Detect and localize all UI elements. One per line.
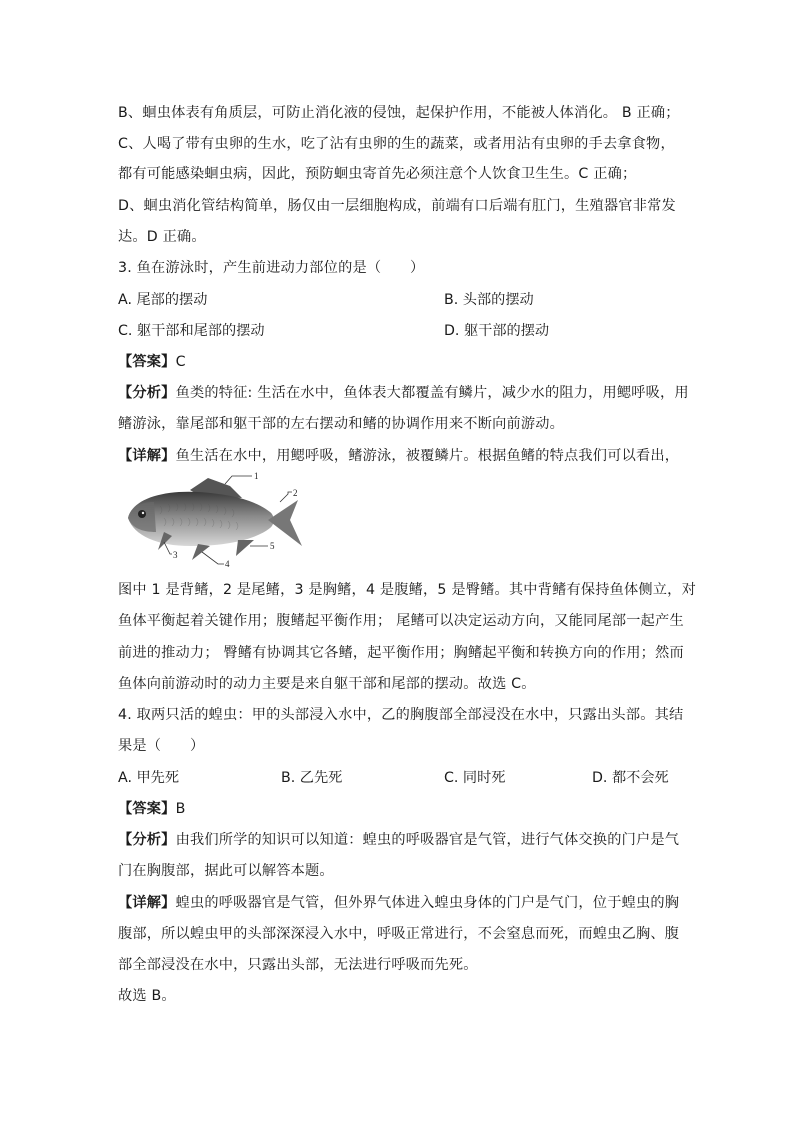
- q3-option-c: C. 躯干部和尾部的摆动: [118, 323, 265, 339]
- q3-detail-cont-3: 前进的推动力； 臀鳍有协调其它各鳍，起平衡作用；胸鳍起平衡和转换方向的作用；然而: [118, 645, 684, 661]
- fish-eye: [138, 510, 146, 518]
- q3-option-a: A. 尾部的摆动: [118, 292, 208, 308]
- q3-answer: [118, 352, 186, 372]
- q3-option-d: D. 躯干部的摆动: [444, 323, 550, 339]
- detail-text: 鱼生活在水中，用鳃呼吸，鳍游泳，被覆鳞片。根据鱼鳍的特点我们可以看出，: [175, 448, 680, 464]
- answer-tag: 【答案】: [118, 354, 176, 370]
- fig-label-4: 4: [225, 559, 230, 568]
- q3-detail-cont-4: 鱼体向前游动时的动力主要是来自躯干部和尾部的摆动。故选 C。: [118, 676, 536, 692]
- explanation-line-d: D、蛔虫消化管结构简单，肠仅由一层细胞构成，前端有口后端有肛门，生殖器官非常发: [118, 198, 676, 214]
- explanation-line-d-cont: 达。D 正确。: [118, 229, 206, 245]
- q4-option-b: B. 乙先死: [281, 770, 343, 786]
- answer-value: C: [175, 354, 186, 370]
- q3-detail-cont-1: 图中 1 是背鳍，2 是尾鳍，3 是胸鳍，4 是腹鳍，5 是臀鳍。其中背鳍有保持鱼体侧立，对: [118, 582, 696, 598]
- fish-fin-diagram: [120, 470, 315, 568]
- q4-stem: 4. 取两只活的蝗虫：甲的头部浸入水中，乙的胸腹部全部浸没在水中，只露出头部。其结: [118, 707, 684, 723]
- analysis-tag: 【分析】: [118, 385, 176, 401]
- detail-tag: 【详解】: [118, 448, 176, 464]
- q4-option-d: D. 都不会死: [592, 770, 669, 786]
- q3-analysis-cont: 鳍游泳，靠尾部和躯干部的左右摆动和鳍的协调作用来不断向前游动。: [118, 416, 565, 432]
- answer-value: B: [175, 801, 186, 817]
- analysis-text: 鱼类的特征: 生活在水中，鱼体表大都覆盖有鳞片，减少水的阻力，用鳃呼吸，用: [175, 385, 689, 401]
- answer-tag: 【答案】: [118, 801, 176, 817]
- explanation-line-c: C、人喝了带有虫卵的生水，吃了沾有虫卵的生的蔬菜，或者用沾有虫卵的手去拿食物，: [118, 136, 675, 152]
- q3-analysis: [118, 383, 689, 403]
- q3-detail-cont-2: 鱼体平衡起着关键作用；腹鳍起平衡作用； 尾鳍可以决定运动方向，又能同尾部一起产生: [118, 613, 684, 629]
- pelvic-fin: [192, 544, 210, 560]
- q4-detail-cont-2: 部全部浸没在水中，只露出头部，无法进行呼吸而先死。: [118, 957, 478, 973]
- anal-fin: [236, 540, 254, 556]
- detail-text: 蝗虫的呼吸器官是气管，但外界气体进入蝗虫身体的门户是气门，位于蝗虫的胸: [175, 895, 680, 911]
- q4-analysis: [118, 830, 679, 850]
- explanation-line-b: B、蛔虫体表有角质层，可防止消化液的侵蚀，起保护作用，不能被人体消化。 B 正确；: [118, 105, 680, 121]
- explanation-line-c-cont: 都有可能感染蛔虫病，因此，预防蛔虫寄首先必须注意个人饮食卫生生。C 正确；: [118, 166, 637, 182]
- q4-detail-cont-1: 腹部，所以蝗虫甲的头部深深浸入水中，呼吸正常进行，不会窒息而死，而蝗虫乙胸、腹: [118, 926, 680, 942]
- fig-label-1: 1: [254, 471, 259, 481]
- q4-detail: [118, 893, 679, 913]
- q3-detail: [118, 446, 679, 466]
- q3-stem: 3. 鱼在游泳时，产生前进动力部位的是（ ）: [118, 260, 425, 276]
- q4-answer: [118, 799, 186, 819]
- q4-option-c: C. 同时死: [444, 770, 506, 786]
- fig-label-3: 3: [173, 550, 178, 560]
- q4-option-a: A. 甲先死: [118, 770, 180, 786]
- fig-label-2: 2: [293, 488, 298, 498]
- fig-label-5: 5: [270, 541, 275, 551]
- q4-conclusion: 故选 B。: [118, 988, 176, 1004]
- q3-option-b: B. 头部的摆动: [444, 292, 534, 308]
- q4-stem-cont: 果是（ ）: [118, 738, 205, 754]
- detail-tag: 【详解】: [118, 895, 176, 911]
- caudal-fin: [268, 500, 302, 546]
- analysis-text: 由我们所学的知识可以知道：蝗虫的呼吸器官是气管，进行气体交换的门户是气: [175, 832, 680, 848]
- analysis-tag: 【分析】: [118, 832, 176, 848]
- q4-analysis-cont: 门在胸腹部，据此可以解答本题。: [118, 863, 334, 879]
